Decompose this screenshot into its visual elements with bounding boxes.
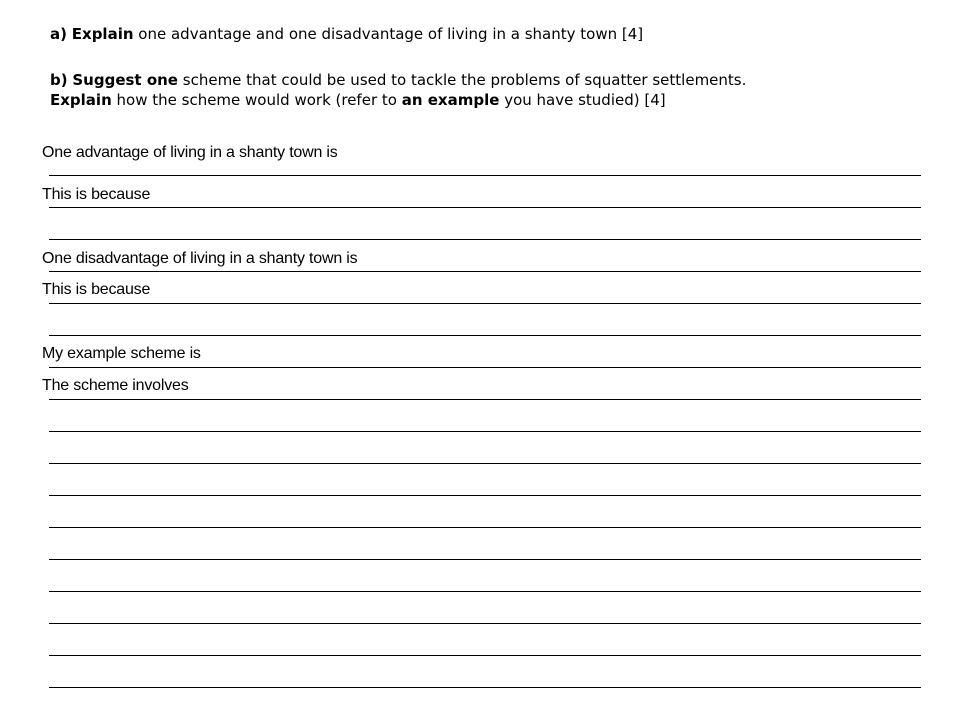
prompt-advantage: One advantage of living in a shanty town is <box>42 144 338 161</box>
answer-line[interactable] <box>49 239 921 240</box>
answer-line[interactable] <box>49 527 921 528</box>
answer-line[interactable] <box>49 623 921 624</box>
answer-line[interactable] <box>49 431 921 432</box>
answer-line[interactable] <box>49 655 921 656</box>
prompt-disadvantage: One disadvantage of living in a shanty town is <box>42 250 358 267</box>
question-a-number: a) <box>50 25 67 43</box>
answer-line[interactable] <box>49 207 921 208</box>
answer-line[interactable] <box>49 175 921 176</box>
question-b-line2-text-1: how the scheme would work (refer to <box>116 91 397 109</box>
answer-line[interactable] <box>49 303 921 304</box>
question-b-line2-command: Explain <box>50 91 112 109</box>
answer-line[interactable] <box>49 495 921 496</box>
question-b-line2 <box>50 91 666 110</box>
question-a-text: one advantage and one disadvantage of living in a shanty town [4] <box>138 25 644 43</box>
question-a <box>50 25 643 44</box>
answer-line[interactable] <box>49 271 921 272</box>
answer-line[interactable] <box>49 367 921 368</box>
question-b-text: scheme that could be used to tackle the problems of squatter settlements. <box>182 71 747 89</box>
answer-line[interactable] <box>49 559 921 560</box>
question-b-command: Suggest one <box>72 71 178 89</box>
prompt-scheme: My example scheme is <box>42 345 201 362</box>
question-b-number: b) <box>50 71 68 89</box>
answer-line[interactable] <box>49 335 921 336</box>
question-b-line1 <box>50 71 746 90</box>
prompt-disadvantage-because: This is because <box>42 281 151 298</box>
prompt-scheme-involves: The scheme involves <box>42 377 189 394</box>
answer-line[interactable] <box>49 687 921 688</box>
answer-line[interactable] <box>49 591 921 592</box>
question-b-line2-emphasis: an example <box>401 91 500 109</box>
answer-line[interactable] <box>49 463 921 464</box>
question-a-command: Explain <box>71 25 134 43</box>
answer-line[interactable] <box>49 399 921 400</box>
question-b-line2-text-2: you have studied) [4] <box>504 91 666 109</box>
prompt-advantage-because: This is because <box>42 186 151 203</box>
